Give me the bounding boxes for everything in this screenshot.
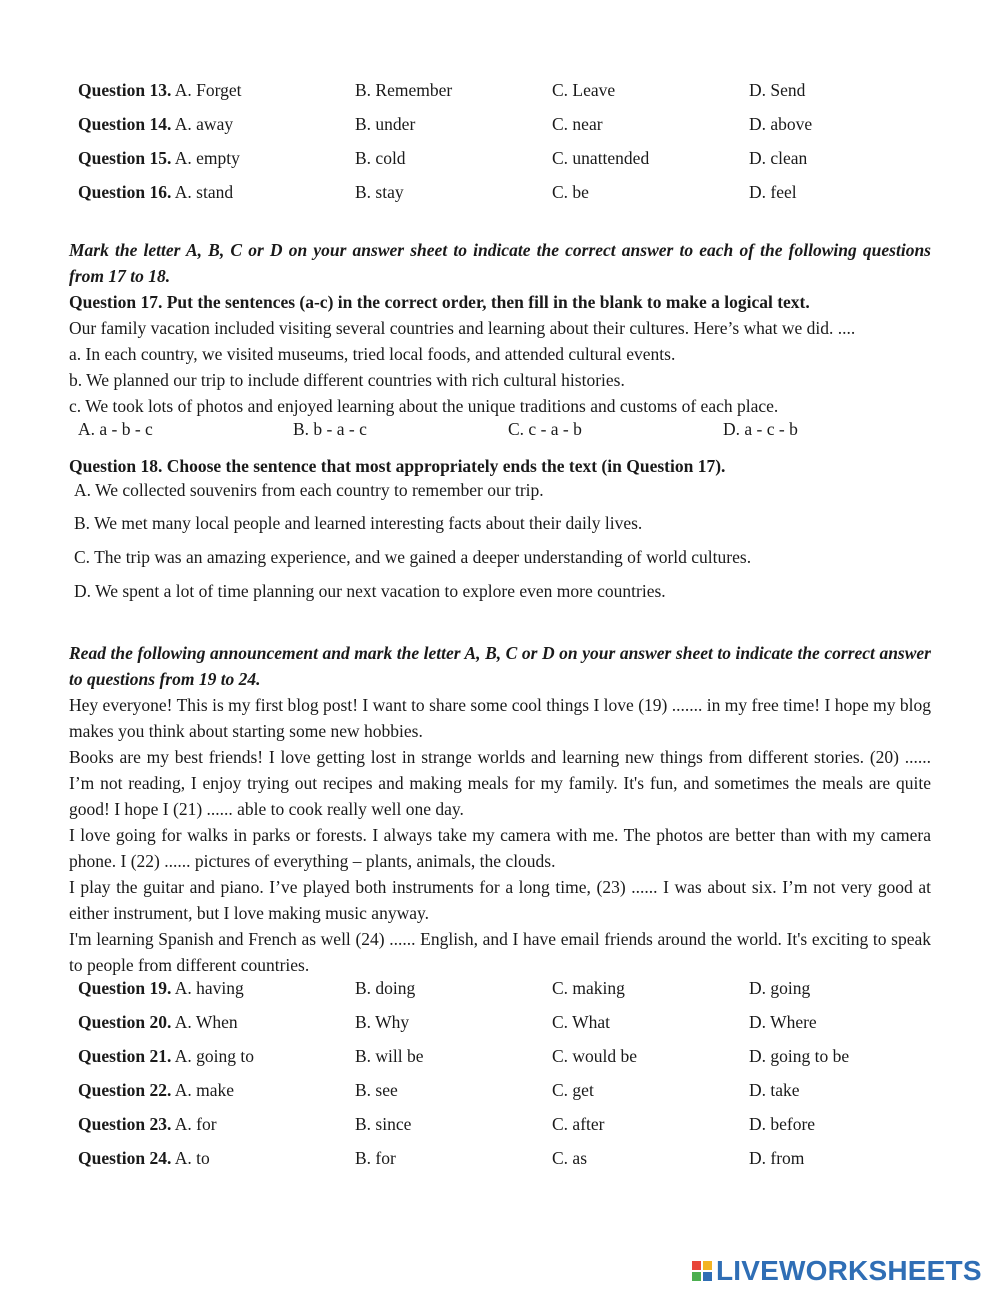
option-a-text: A. for — [174, 1114, 217, 1134]
question-row-19 — [78, 978, 958, 1012]
option-d[interactable]: D. before — [749, 1114, 816, 1134]
option-a[interactable] — [78, 978, 244, 999]
question-row-22 — [78, 1080, 958, 1114]
option-a-text: A. Forget — [174, 80, 242, 100]
option-b[interactable]: B. under — [355, 114, 416, 134]
question-17-prompt: Question 17. Put the sentences (a-c) in the correct order, then fill in the blank to make a logical text. — [69, 292, 810, 312]
option-d[interactable]: D. take — [749, 1080, 800, 1100]
option-a[interactable] — [78, 1046, 254, 1067]
q18-option-a[interactable]: A. We collected souvenirs from each country to remember our trip. — [74, 480, 544, 500]
option-a[interactable] — [78, 114, 233, 135]
option-b[interactable]: B. will be — [355, 1046, 424, 1066]
option-b[interactable]: B. cold — [355, 148, 406, 168]
option-b[interactable]: B. stay — [355, 182, 404, 202]
blog-paragraph-1: Hey everyone! This is my first blog post! I want to share some cool things I love (19) ....... in my free time! I hope my blog makes you think about starting some new hobbies. — [69, 695, 931, 741]
question-label: Question 16. — [78, 182, 172, 202]
option-d[interactable]: D. going to be — [749, 1046, 850, 1066]
option-c[interactable]: C. be — [552, 182, 589, 202]
option-a-text: A. away — [174, 114, 234, 134]
option-a[interactable] — [78, 1148, 210, 1169]
question-grid-13-16 — [78, 80, 958, 216]
question-label: Question 21. — [78, 1046, 172, 1066]
option-c[interactable]: C. making — [552, 978, 625, 998]
question-label: Question 15. — [78, 148, 172, 168]
option-a-text: A. stand — [174, 182, 234, 202]
logo-square-4 — [703, 1272, 712, 1281]
blog-paragraph-3: I love going for walks in parks or forests. I always take my camera with me. The photos are better than with my camera phone. I (22) ...... pictures of everything – plants, animals, the clouds. — [69, 825, 931, 871]
option-c[interactable]: C. get — [552, 1080, 594, 1100]
question-row-13 — [78, 80, 958, 114]
option-b[interactable]: B. for — [355, 1148, 396, 1168]
question-row-16 — [78, 182, 958, 216]
option-a-text: A. empty — [174, 148, 240, 168]
question-row-15 — [78, 148, 958, 182]
option-d[interactable]: D. above — [749, 114, 813, 134]
question-label: Question 19. — [78, 978, 172, 998]
question-label: Question 23. — [78, 1114, 172, 1134]
option-d[interactable]: D. from — [749, 1148, 805, 1168]
question-18-prompt: Question 18. Choose the sentence that most appropriately ends the text (in Question 17). — [69, 456, 726, 476]
option-d[interactable]: D. going — [749, 978, 811, 998]
question-row-23 — [78, 1114, 958, 1148]
logo-square-2 — [703, 1261, 712, 1270]
liveworksheets-logo — [692, 1256, 982, 1286]
section-instruction-17-18: Mark the letter A, B, C or D on your answer sheet to indicate the correct answer to each of the following questions from 17 to 18. — [69, 240, 931, 286]
question-17-options — [78, 419, 938, 445]
question-row-24 — [78, 1148, 958, 1182]
option-a-text: A. going to — [174, 1046, 255, 1066]
option-a[interactable] — [78, 1080, 234, 1101]
question-label: Question 22. — [78, 1080, 172, 1100]
question-row-14 — [78, 114, 958, 148]
section-17-18 — [69, 237, 931, 419]
logo-text: LIVEWORKSHEETS — [716, 1255, 982, 1286]
blog-paragraph-2: Books are my best friends! I love getting lost in strange worlds and learning new things from different stories. (20) ...... I’m not reading, I enjoy trying out recipes and making meals for my family. It's fun, and sometimes the meals are quite good! I hope I (21) ...... able to cook really well one day. — [69, 747, 931, 819]
option-c[interactable]: C. would be — [552, 1046, 638, 1066]
question-label: Question 24. — [78, 1148, 172, 1168]
option-c[interactable]: C. after — [552, 1114, 605, 1134]
option-c[interactable]: C. near — [552, 114, 603, 134]
option-b[interactable]: B. Why — [355, 1012, 410, 1032]
option-d[interactable]: D. Send — [749, 80, 806, 100]
question-17-sentence-c: c. We took lots of photos and enjoyed learning about the unique traditions and customs of each place. — [69, 396, 779, 416]
option-a[interactable] — [78, 80, 242, 101]
blog-paragraph-4: I play the guitar and piano. I’ve played both instruments for a long time, (23) ...... I was about six. I’m not very good at either instrument, but I love making music anyway. — [69, 877, 931, 923]
logo-square-3 — [692, 1272, 701, 1281]
option-a[interactable] — [78, 148, 240, 169]
q17-option-d[interactable]: D. a - c - b — [723, 419, 798, 439]
option-a[interactable] — [78, 182, 233, 203]
question-label: Question 20. — [78, 1012, 172, 1032]
option-c[interactable]: C. What — [552, 1012, 611, 1032]
option-b[interactable]: B. Remember — [355, 80, 453, 100]
option-b[interactable]: B. since — [355, 1114, 412, 1134]
option-d[interactable]: D. feel — [749, 182, 797, 202]
option-a-text: A. make — [174, 1080, 235, 1100]
option-d[interactable]: D. clean — [749, 148, 808, 168]
question-17-intro: Our family vacation included visiting several countries and learning about their cultures. Here’s what we did. .... — [69, 318, 856, 338]
option-a[interactable] — [78, 1012, 238, 1033]
blog-paragraph-5: I'm learning Spanish and French as well (24) ...... English, and I have email friends around the world. It's exciting to speak to people from different countries. — [69, 929, 931, 975]
logo-square-1 — [692, 1261, 701, 1270]
q17-option-a[interactable]: A. a - b - c — [78, 419, 153, 439]
option-c[interactable]: C. Leave — [552, 80, 616, 100]
option-d[interactable]: D. Where — [749, 1012, 817, 1032]
question-17-sentence-b: b. We planned our trip to include different countries with rich cultural histories. — [69, 370, 625, 390]
q18-option-b[interactable]: B. We met many local people and learned interesting facts about their daily lives. — [74, 513, 643, 533]
q18-option-d[interactable]: D. We spent a lot of time planning our next vacation to explore even more countries. — [74, 581, 666, 601]
logo-mark-icon — [692, 1261, 712, 1281]
option-a-text: A. to — [174, 1148, 210, 1168]
option-a-text: A. having — [174, 978, 244, 998]
section-instruction-19-24: Read the following announcement and mark the letter A, B, C or D on your answer sheet to indicate the correct answer to questions from 19 to 24. — [69, 643, 931, 689]
q17-option-c[interactable]: C. c - a - b — [508, 419, 582, 439]
option-a-text: A. When — [174, 1012, 238, 1032]
option-c[interactable]: C. as — [552, 1148, 587, 1168]
question-grid-19-24 — [78, 978, 958, 1182]
option-b[interactable]: B. doing — [355, 978, 416, 998]
question-row-20 — [78, 1012, 958, 1046]
section-19-24 — [69, 640, 931, 978]
option-a[interactable] — [78, 1114, 217, 1135]
question-label: Question 14. — [78, 114, 172, 134]
question-label: Question 13. — [78, 80, 172, 100]
option-b[interactable]: B. see — [355, 1080, 398, 1100]
q17-option-b[interactable]: B. b - a - c — [293, 419, 367, 439]
q18-option-c[interactable]: C. The trip was an amazing experience, and we gained a deeper understanding of world cultures. — [74, 547, 752, 567]
question-row-21 — [78, 1046, 958, 1080]
option-c[interactable]: C. unattended — [552, 148, 650, 168]
question-17-sentence-a: a. In each country, we visited museums, tried local foods, and attended cultural events. — [69, 344, 676, 364]
